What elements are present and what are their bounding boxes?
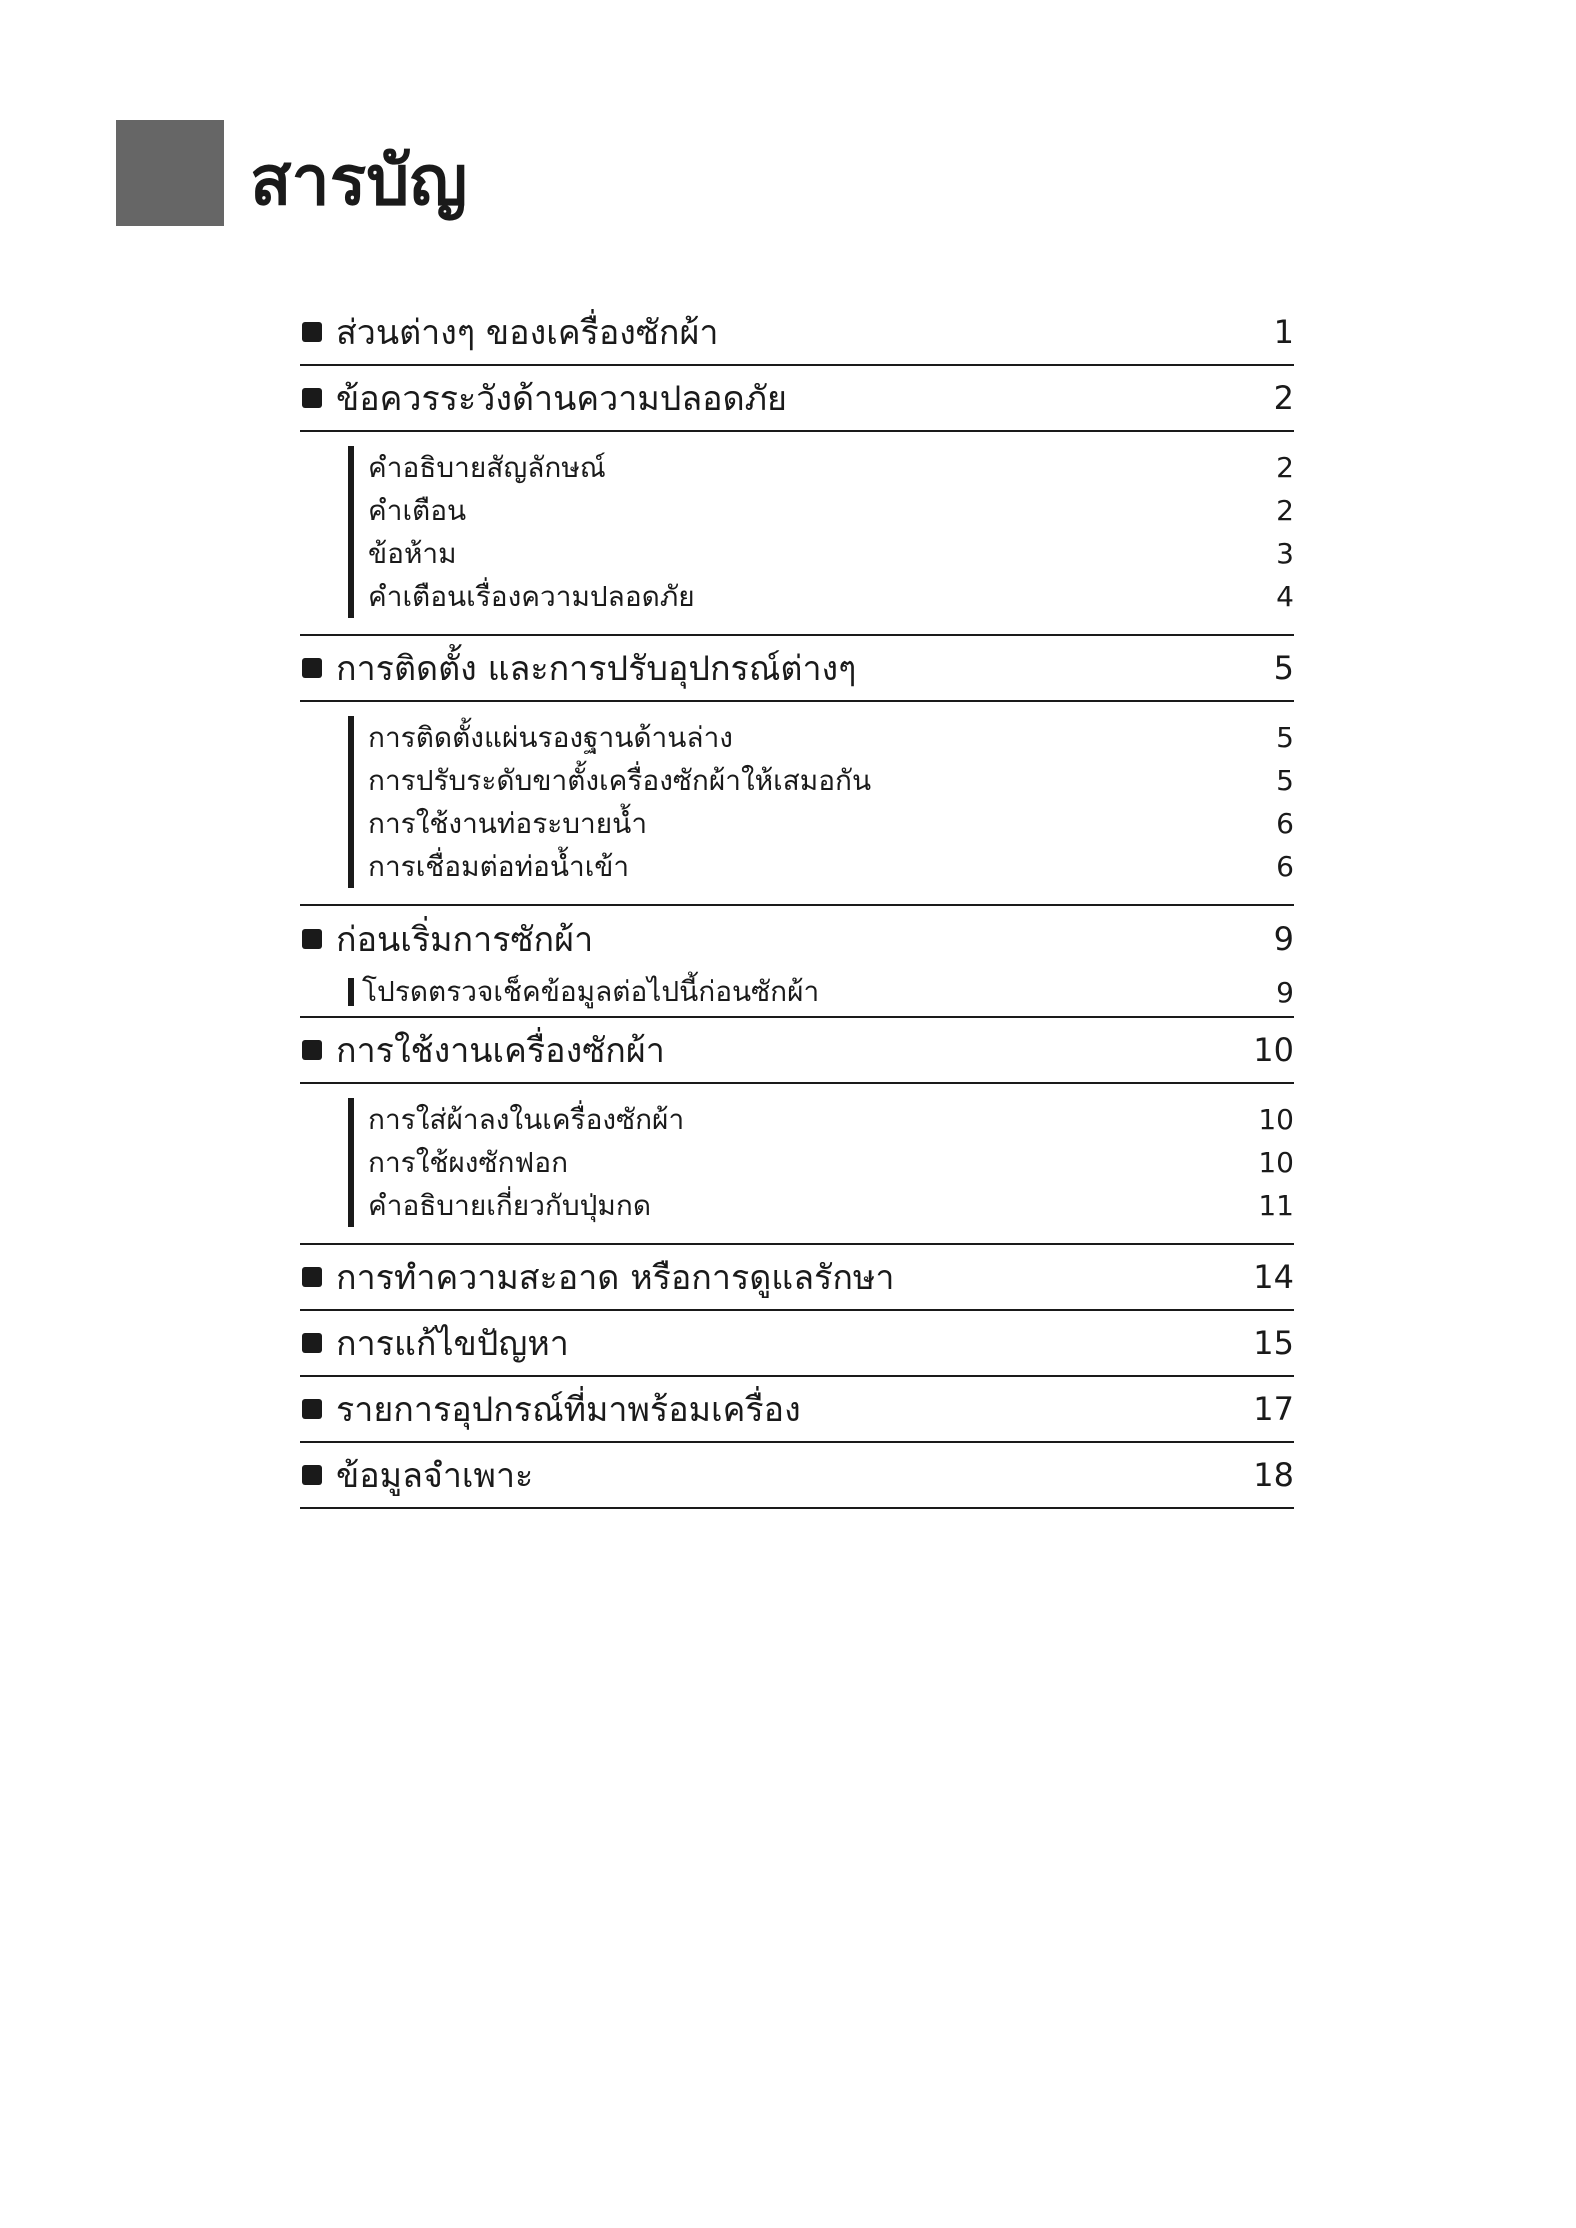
toc-subitem[interactable] [368, 716, 1294, 759]
toc-section-title: รายการอุปกรณ์ที่มาพร้อมเครื่อง [336, 1390, 801, 1430]
title-block-decoration [116, 120, 224, 226]
square-bullet-icon [302, 1267, 322, 1287]
toc-section-title: ข้อควรระวังด้านความปลอดภัย [336, 379, 787, 419]
toc-subitem-page: 11 [1258, 1189, 1294, 1222]
toc-section-page: 17 [1253, 1390, 1294, 1428]
toc-subitem[interactable] [368, 446, 1294, 489]
toc-section-page: 1 [1273, 313, 1294, 351]
toc-subsection-group [300, 432, 1294, 636]
square-bullet-icon [302, 929, 322, 949]
square-bullet-icon [302, 1040, 322, 1060]
toc-section[interactable] [300, 1311, 1294, 1377]
toc-subitem-title: คำเตือนเรื่องความปลอดภัย [368, 579, 695, 613]
subsection-bar [348, 446, 354, 618]
toc-section-title: การใช้งานเครื่องซักผ้า [336, 1031, 665, 1071]
toc-section-title: การแก้ไขปัญหา [336, 1324, 569, 1364]
square-bullet-icon [302, 1333, 322, 1353]
toc-section-with-subitem [300, 906, 1294, 1018]
toc-subitem-title: การใส่ผ้าลงในเครื่องซักผ้า [368, 1102, 685, 1136]
toc-subitem-title: การเชื่อมต่อท่อน้ำเข้า [368, 849, 630, 883]
toc-subitem-title: คำเตือน [368, 493, 467, 527]
square-bullet-icon [302, 1399, 322, 1419]
toc-subitem-page: 5 [1276, 764, 1294, 797]
subsection-bar [348, 1098, 354, 1227]
toc-subitem[interactable] [368, 759, 1294, 802]
toc-subitem[interactable] [368, 1141, 1294, 1184]
toc-subitem-page: 2 [1276, 494, 1294, 527]
toc-section-title: ส่วนต่างๆ ของเครื่องซักผ้า [336, 313, 719, 353]
toc-subitem-title: การติดตั้งแผ่นรองฐานด้านล่าง [368, 720, 733, 754]
toc-section[interactable] [300, 1377, 1294, 1443]
toc-subitem-page: 6 [1276, 850, 1294, 883]
toc-section[interactable] [300, 366, 1294, 432]
toc-section-page: 10 [1253, 1031, 1294, 1069]
toc-subitem-title: คำอธิบายเกี่ยวกับปุ่มกด [368, 1188, 652, 1222]
square-bullet-icon [302, 388, 322, 408]
toc-subitem[interactable] [368, 575, 1294, 618]
toc-subitem-title: ข้อห้าม [368, 536, 457, 570]
square-bullet-icon [302, 322, 322, 342]
toc-section-page: 18 [1253, 1456, 1294, 1494]
toc-section[interactable] [300, 1443, 1294, 1509]
toc-subsection-group [300, 1084, 1294, 1245]
toc-subitem[interactable] [368, 1098, 1294, 1141]
toc-section[interactable] [300, 1245, 1294, 1311]
toc-subsection-group [300, 702, 1294, 906]
toc-subitem-page: 10 [1258, 1103, 1294, 1136]
toc-section-title: การทำความสะอาด หรือการดูแลรักษา [336, 1258, 895, 1298]
toc-section-page: 9 [1273, 920, 1294, 958]
toc-section-title: ข้อมูลจำเพาะ [336, 1456, 534, 1496]
table-of-contents [300, 300, 1294, 1509]
toc-subitem-title: คำอธิบายสัญลักษณ์ [368, 450, 606, 484]
page-title: สารบัญ [250, 142, 468, 221]
toc-section-page: 2 [1273, 379, 1294, 417]
toc-section-page: 14 [1253, 1258, 1294, 1296]
toc-subitem-page: 9 [1276, 975, 1294, 1009]
toc-section-title: ก่อนเริ่มการซักผ้า [336, 920, 594, 960]
toc-subitem-page: 3 [1276, 537, 1294, 570]
toc-section-page: 5 [1273, 649, 1294, 687]
toc-subitem[interactable] [368, 532, 1294, 575]
toc-section[interactable] [300, 906, 1294, 972]
toc-section[interactable] [300, 300, 1294, 366]
toc-subitem-title: การใช้ผงซักฟอก [368, 1145, 569, 1179]
toc-subitem-title: การปรับระดับขาตั้งเครื่องซักผ้าให้เสมอกัน [368, 763, 872, 797]
toc-subitem-page: 4 [1276, 580, 1294, 613]
subsection-bar [348, 978, 354, 1006]
toc-subitem[interactable] [300, 972, 1294, 1012]
toc-subitem[interactable] [368, 489, 1294, 532]
toc-subitem[interactable] [368, 802, 1294, 845]
square-bullet-icon [302, 658, 322, 678]
toc-subitem[interactable] [368, 845, 1294, 888]
toc-subitem-title: โปรดตรวจเช็คข้อมูลต่อไปนี้ก่อนซักผ้า [362, 975, 820, 1008]
toc-subitem-page: 2 [1276, 451, 1294, 484]
toc-subitem-page: 10 [1258, 1146, 1294, 1179]
toc-subitem-title: การใช้งานท่อระบายน้ำ [368, 806, 648, 840]
toc-section-page: 15 [1253, 1324, 1294, 1362]
toc-section-title: การติดตั้ง และการปรับอุปกรณ์ต่างๆ [336, 649, 857, 689]
toc-section[interactable] [300, 636, 1294, 702]
square-bullet-icon [302, 1465, 322, 1485]
toc-section[interactable] [300, 1018, 1294, 1084]
toc-subitem-page: 5 [1276, 721, 1294, 754]
toc-subitem[interactable] [368, 1184, 1294, 1227]
toc-subitem-page: 6 [1276, 807, 1294, 840]
subsection-bar [348, 716, 354, 888]
